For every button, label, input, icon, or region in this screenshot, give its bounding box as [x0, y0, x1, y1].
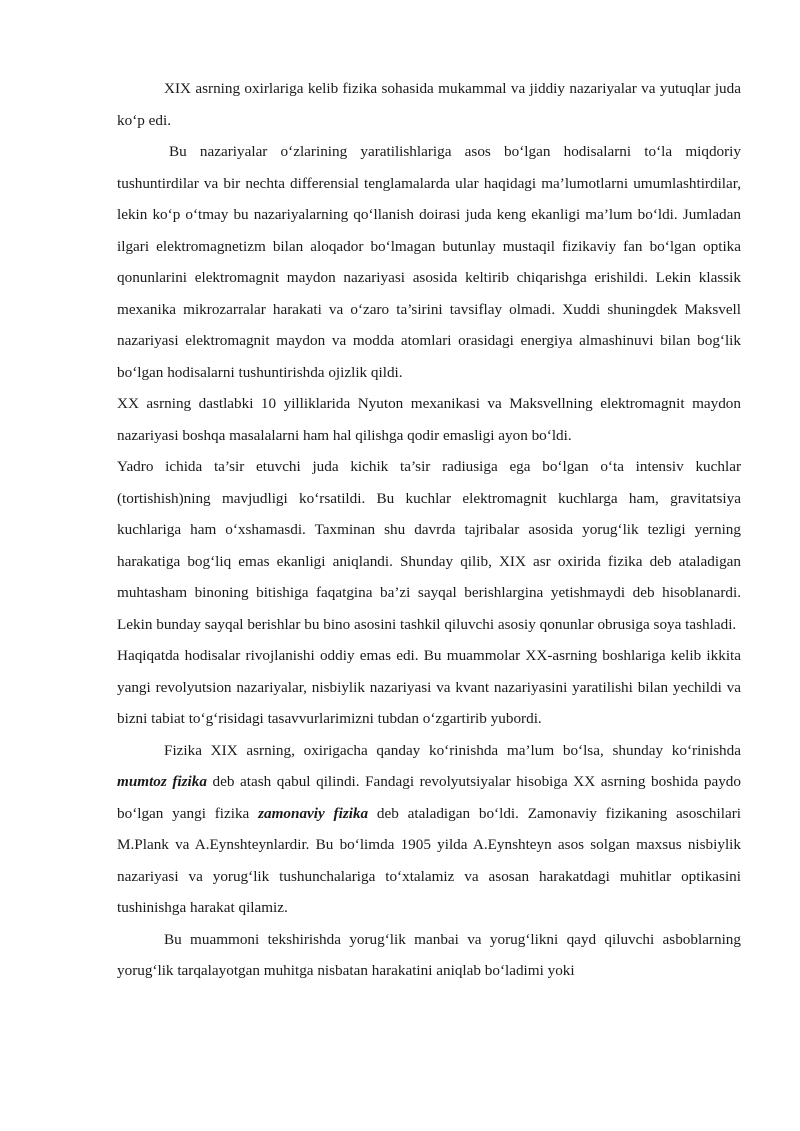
paragraph-6-part-c: deb ataladigan bo‘ldi. Zamonaviy fizikaning asoschilari M.Plank va A.Eynshteynlardir. Bu bo‘limda 1905 yilda A.Eynshteyn asos solgan maxsus nisbiylik nazariyasi va yorug‘lik tushunchalariga to‘xtalamiz va asosan harakatdagi muhitlar optikasini tushinishga harakat qilamiz.	[117, 804, 741, 916]
paragraph-4: Yadro ichida ta’sir etuvchi juda kichik ta’sir radiusiga ega bo‘lgan o‘ta intensiv kuchlar (tortishish)ning mavjudligi ko‘rsatildi. Bu kuchlar elektromagnit kuchlarga ham, gravitatsiya kuchlariga ham o‘xshamasdi. Taxminan shu davrda tajribalar asosida yorug‘lik tezligi yerning harakatiga bog‘liq emas ekanligi aniqlandi. Shunday qilib, XIX asr oxirida fizika deb ataladigan muhtasham binoning bitishiga faqatgina ba’zi sayqal berishlargina yetishmaydi deb hisoblanardi. Lekin bunday sayqal berishlar bu bino asosini tashkil qiluvchi asosiy qonunlar obrusiga soya tashladi.	[117, 458, 741, 633]
paragraph-6	[117, 735, 741, 924]
paragraph-1: XIX asrning oxirlariga kelib fizika sohasida mukammal va jiddiy nazariyalar va yutuqlar juda ko‘p edi.	[117, 80, 741, 129]
paragraph-3: XX asrning dastlabki 10 yilliklarida Nyuton mexanikasi va Maksvellning elektromagnit maydon nazariyasi boshqa masalalarni ham hal qilishga qodir emasligi ayon bo‘ldi.	[117, 395, 741, 444]
paragraph-7: Bu muammoni tekshirishda yorug‘lik manbai va yorug‘likni qayd qiluvchi asboblarning yorug‘lik tarqalayotgan muhitga nisbatan harakatini aniqlab bo‘ladimi yoki	[117, 930, 741, 979]
paragraph-5: Haqiqatda hodisalar rivojlanishi oddiy emas edi. Bu muammolar XX-asrning boshlariga kelib ikkita yangi revolyutsion nazariyalar, nisbiylik nazariyasi va kvant nazariyasini yaratilishi bilan yechildi va bizni tabiat to‘g‘risidagi tasavvurlarimizni tubdan o‘zgartirib yubordi.	[117, 647, 741, 727]
term-classical-physics: mumtoz fizika	[117, 773, 207, 790]
document-body	[117, 73, 741, 987]
paragraph-6-part-b: deb atash qabul qilindi. Fandagi revolyutsiyalar hisobiga XX asrning boshida paydo bo‘lgan yangi fizika	[117, 773, 741, 822]
term-modern-physics: zamonaviy fizika	[258, 804, 369, 822]
paragraph-2: Bu nazariyalar o‘zlarining yaratilishlariga asos bo‘lgan hodisalarni to‘la miqdoriy tushuntirdilar va bir nechta differensial tenglamalarda ular haqidagi ma’lumotlarni umumlashtirdilar, lekin ko‘p o‘tmay bu nazariyalarning qo‘llanish doirasi juda keng ekanligi ma’lum bo‘ldi. Jumladan ilgari elektromagnetizm bilan aloqador bo‘lmagan butunlay mustaqil fizikaviy fan bo‘lgan optika qonunlarini elektromagnit maydon nazariyasi asosida keltirib chiqarishga erishildi. Lekin klassik mexanika mikrozarralar harakati va o‘zaro ta’sirini tavsiflay olmadi. Xuddi shuningdek Maksvell nazariyasi elektromagnit maydon va modda atomlari orasidagi energiya almashinuvi bilan bog‘lik bo‘lgan hodisalarni tushuntirishda ojizlik qildi.	[117, 143, 741, 381]
paragraph-6-part-a: Fizika XIX asrning, oxirigacha qanday ko‘rinishda ma’lum bo‘lsa, shunday ko‘rinishda	[164, 741, 741, 759]
